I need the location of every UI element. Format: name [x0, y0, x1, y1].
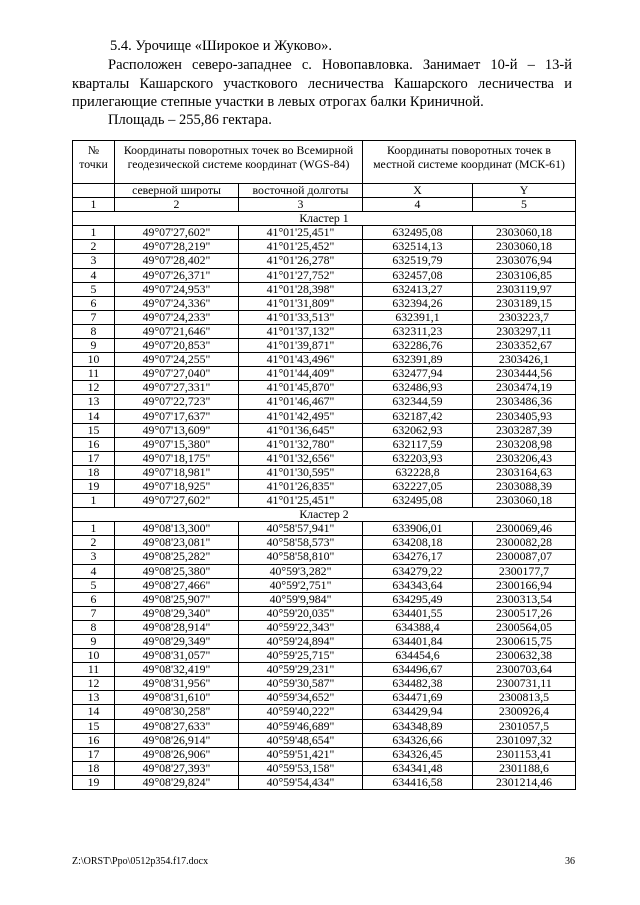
point-number-cell: 9 — [73, 635, 115, 649]
latitude-cell: 49°08'13,300" — [115, 522, 239, 536]
column-number: 1 — [73, 198, 115, 212]
point-number-cell: 6 — [73, 592, 115, 606]
latitude-cell: 49°07'20,853" — [115, 339, 239, 353]
x-cell: 634295,49 — [363, 592, 473, 606]
longitude-cell: 41°01'25,451" — [239, 494, 363, 508]
point-number-cell: 5 — [73, 578, 115, 592]
column-number: 2 — [115, 198, 239, 212]
table-row — [73, 240, 576, 254]
longitude-cell: 41°01'36,645" — [239, 423, 363, 437]
table-row — [73, 494, 576, 508]
table-row — [73, 324, 576, 338]
table-row — [73, 451, 576, 465]
x-cell: 634401,55 — [363, 606, 473, 620]
longitude-cell: 41°01'31,809" — [239, 296, 363, 310]
latitude-cell: 49°07'24,255" — [115, 353, 239, 367]
point-number-cell: 5 — [73, 282, 115, 296]
longitude-cell: 41°01'26,835" — [239, 479, 363, 493]
x-cell: 634482,38 — [363, 677, 473, 691]
y-cell: 2303119,97 — [473, 282, 576, 296]
latitude-cell: 49°08'26,914" — [115, 733, 239, 747]
x-cell: 632391,89 — [363, 353, 473, 367]
longitude-cell: 41°01'32,780" — [239, 437, 363, 451]
point-number-cell: 3 — [73, 550, 115, 564]
point-number-cell: 15 — [73, 423, 115, 437]
y-cell: 2303208,98 — [473, 437, 576, 451]
table-row — [73, 620, 576, 634]
longitude-cell: 40°58'58,810" — [239, 550, 363, 564]
point-number-cell: 11 — [73, 367, 115, 381]
x-cell: 632519,79 — [363, 254, 473, 268]
latitude-cell: 49°08'25,907" — [115, 592, 239, 606]
longitude-cell: 41°01'25,451" — [239, 226, 363, 240]
table-row — [73, 550, 576, 564]
latitude-cell: 49°07'24,336" — [115, 296, 239, 310]
latitude-cell: 49°07'26,371" — [115, 268, 239, 282]
longitude-cell: 40°59'53,158" — [239, 761, 363, 775]
table-row — [73, 677, 576, 691]
header-blank — [73, 184, 115, 198]
latitude-cell: 49°08'26,906" — [115, 747, 239, 761]
x-cell: 634326,66 — [363, 733, 473, 747]
point-number-cell: 9 — [73, 339, 115, 353]
x-cell: 632457,08 — [363, 268, 473, 282]
longitude-cell: 40°59'46,689" — [239, 719, 363, 733]
footer-file-path: Z:\ORST\Ppo\0512p354.f17.docx — [72, 856, 209, 867]
table-row — [73, 296, 576, 310]
subheader-x: X — [363, 184, 473, 198]
longitude-cell: 41°01'43,496" — [239, 353, 363, 367]
longitude-cell: 41°01'25,452" — [239, 240, 363, 254]
latitude-cell: 49°08'25,282" — [115, 550, 239, 564]
longitude-cell: 40°59'54,434" — [239, 775, 363, 789]
x-cell: 632514,13 — [363, 240, 473, 254]
header-point-number: № точки — [73, 141, 115, 184]
table-row — [73, 663, 576, 677]
cluster-title: Кластер 1 — [73, 212, 576, 226]
x-cell: 634496,67 — [363, 663, 473, 677]
y-cell: 2303352,67 — [473, 339, 576, 353]
longitude-cell: 40°58'58,573" — [239, 536, 363, 550]
y-cell: 2303223,7 — [473, 310, 576, 324]
point-number-cell: 8 — [73, 620, 115, 634]
x-cell: 634401,84 — [363, 635, 473, 649]
longitude-cell: 40°59'29,231" — [239, 663, 363, 677]
y-cell: 2303206,43 — [473, 451, 576, 465]
longitude-cell: 41°01'32,656" — [239, 451, 363, 465]
point-number-cell: 10 — [73, 353, 115, 367]
y-cell: 2300069,46 — [473, 522, 576, 536]
latitude-cell: 49°07'27,602" — [115, 494, 239, 508]
x-cell: 634343,64 — [363, 578, 473, 592]
latitude-cell: 49°07'22,723" — [115, 395, 239, 409]
latitude-cell: 49°08'29,349" — [115, 635, 239, 649]
point-number-cell: 14 — [73, 705, 115, 719]
point-number-cell: 16 — [73, 733, 115, 747]
y-cell: 2303076,94 — [473, 254, 576, 268]
x-cell: 632311,23 — [363, 324, 473, 338]
column-number: 4 — [363, 198, 473, 212]
table-row — [73, 479, 576, 493]
section-paragraph: Расположен северо-западнее с. Новопавловка. Занимает 10-й – 13-й кварталы Кашарского участкового лесничества Кашарского лесничества и прилегающие степные участки в левых отрогах балки Криничной. — [72, 57, 572, 110]
y-cell: 2300517,26 — [473, 606, 576, 620]
latitude-cell: 49°07'27,331" — [115, 381, 239, 395]
latitude-cell: 49°08'27,633" — [115, 719, 239, 733]
latitude-cell: 49°07'18,925" — [115, 479, 239, 493]
longitude-cell: 41°01'27,752" — [239, 268, 363, 282]
point-number-cell: 8 — [73, 324, 115, 338]
y-cell: 2303287,39 — [473, 423, 576, 437]
y-cell: 2300082,28 — [473, 536, 576, 550]
table-row — [73, 775, 576, 789]
y-cell: 2300087,07 — [473, 550, 576, 564]
longitude-cell: 41°01'46,467" — [239, 395, 363, 409]
x-cell: 633906,01 — [363, 522, 473, 536]
y-cell: 2301097,32 — [473, 733, 576, 747]
point-number-cell: 19 — [73, 775, 115, 789]
longitude-cell: 41°01'33,513" — [239, 310, 363, 324]
y-cell: 2303189,15 — [473, 296, 576, 310]
y-cell: 2303060,18 — [473, 240, 576, 254]
longitude-cell: 41°01'28,398" — [239, 282, 363, 296]
cluster-title: Кластер 2 — [73, 508, 576, 522]
latitude-cell: 49°07'18,981" — [115, 465, 239, 479]
table-row — [73, 747, 576, 761]
longitude-cell: 40°59'25,715" — [239, 649, 363, 663]
table-row — [73, 592, 576, 606]
table-row — [73, 606, 576, 620]
point-number-cell: 3 — [73, 254, 115, 268]
y-cell: 2303444,56 — [473, 367, 576, 381]
latitude-cell: 49°07'24,233" — [115, 310, 239, 324]
point-number-cell: 11 — [73, 663, 115, 677]
y-cell: 2300926,4 — [473, 705, 576, 719]
table-row — [73, 254, 576, 268]
point-number-cell: 12 — [73, 381, 115, 395]
point-number-cell: 18 — [73, 465, 115, 479]
table-row — [73, 282, 576, 296]
point-number-cell: 15 — [73, 719, 115, 733]
longitude-cell: 40°59'9,984" — [239, 592, 363, 606]
y-cell: 2300731,11 — [473, 677, 576, 691]
latitude-cell: 49°07'21,646" — [115, 324, 239, 338]
y-cell: 2300313,54 — [473, 592, 576, 606]
latitude-cell: 49°08'31,956" — [115, 677, 239, 691]
table-row — [73, 761, 576, 775]
point-number-cell: 7 — [73, 606, 115, 620]
x-cell: 632062,93 — [363, 423, 473, 437]
point-number-cell: 2 — [73, 536, 115, 550]
x-cell: 634279,22 — [363, 564, 473, 578]
y-cell: 2303088,39 — [473, 479, 576, 493]
point-number-cell: 4 — [73, 268, 115, 282]
table-row — [73, 381, 576, 395]
cluster-header-row — [73, 212, 576, 226]
longitude-cell: 40°59'24,894" — [239, 635, 363, 649]
table-row — [73, 578, 576, 592]
y-cell: 2303297,11 — [473, 324, 576, 338]
y-cell: 2303486,36 — [473, 395, 576, 409]
table-row — [73, 395, 576, 409]
table-row — [73, 423, 576, 437]
x-cell: 632486,93 — [363, 381, 473, 395]
subheader-y: Y — [473, 184, 576, 198]
latitude-cell: 49°07'13,609" — [115, 423, 239, 437]
latitude-cell: 49°08'31,057" — [115, 649, 239, 663]
longitude-cell: 40°59'2,751" — [239, 578, 363, 592]
header-wgs84: Координаты поворотных точек во Всемирной геодезической системе координат (WGS-84) — [115, 141, 363, 184]
x-cell: 634348,89 — [363, 719, 473, 733]
longitude-cell: 40°59'51,421" — [239, 747, 363, 761]
latitude-cell: 49°07'27,040" — [115, 367, 239, 381]
y-cell: 2303426,1 — [473, 353, 576, 367]
table-row — [73, 437, 576, 451]
x-cell: 634341,48 — [363, 761, 473, 775]
latitude-cell: 49°07'18,175" — [115, 451, 239, 465]
table-row — [73, 268, 576, 282]
point-number-cell: 17 — [73, 451, 115, 465]
latitude-cell: 49°08'25,380" — [115, 564, 239, 578]
y-cell: 2301057,5 — [473, 719, 576, 733]
x-cell: 634471,69 — [363, 691, 473, 705]
latitude-cell: 49°08'28,914" — [115, 620, 239, 634]
point-number-cell: 1 — [73, 522, 115, 536]
x-cell: 632117,59 — [363, 437, 473, 451]
longitude-cell: 41°01'26,278" — [239, 254, 363, 268]
x-cell: 632187,42 — [363, 409, 473, 423]
x-cell: 634326,45 — [363, 747, 473, 761]
longitude-cell: 40°58'57,941" — [239, 522, 363, 536]
latitude-cell: 49°07'28,402" — [115, 254, 239, 268]
coordinates-table-body — [73, 212, 576, 790]
latitude-cell: 49°08'27,393" — [115, 761, 239, 775]
point-number-cell: 14 — [73, 409, 115, 423]
x-cell: 632286,76 — [363, 339, 473, 353]
table-row — [73, 367, 576, 381]
longitude-cell: 41°01'30,595" — [239, 465, 363, 479]
longitude-cell: 40°59'40,222" — [239, 705, 363, 719]
y-cell: 2300177,7 — [473, 564, 576, 578]
longitude-cell: 41°01'37,132" — [239, 324, 363, 338]
longitude-cell: 41°01'44,409" — [239, 367, 363, 381]
x-cell: 632228,8 — [363, 465, 473, 479]
y-cell: 2303164,63 — [473, 465, 576, 479]
point-number-cell: 19 — [73, 479, 115, 493]
y-cell: 2303106,85 — [473, 268, 576, 282]
table-row — [73, 226, 576, 240]
x-cell: 632413,27 — [363, 282, 473, 296]
latitude-cell: 49°07'15,380" — [115, 437, 239, 451]
y-cell: 2303060,18 — [473, 226, 576, 240]
table-row — [73, 522, 576, 536]
table-row — [73, 339, 576, 353]
table-row — [73, 310, 576, 324]
table-row — [73, 353, 576, 367]
x-cell: 634208,18 — [363, 536, 473, 550]
latitude-cell: 49°08'32,419" — [115, 663, 239, 677]
longitude-cell: 40°59'30,587" — [239, 677, 363, 691]
x-cell: 632344,59 — [363, 395, 473, 409]
latitude-cell: 49°08'23,081" — [115, 536, 239, 550]
x-cell: 634416,58 — [363, 775, 473, 789]
latitude-cell: 49°08'27,466" — [115, 578, 239, 592]
header-msk61: Координаты поворотных точек в местной системе координат (МСК-61) — [363, 141, 576, 184]
latitude-cell: 49°07'17,637" — [115, 409, 239, 423]
longitude-cell: 40°59'48,654" — [239, 733, 363, 747]
x-cell: 632391,1 — [363, 310, 473, 324]
longitude-cell: 41°01'45,870" — [239, 381, 363, 395]
table-row — [73, 733, 576, 747]
x-cell: 634388,4 — [363, 620, 473, 634]
x-cell: 632203,93 — [363, 451, 473, 465]
point-number-cell: 2 — [73, 240, 115, 254]
x-cell: 632394,26 — [363, 296, 473, 310]
longitude-cell: 40°59'3,282" — [239, 564, 363, 578]
point-number-cell: 1 — [73, 226, 115, 240]
section-heading: 5.4. Урочище «Широкое и Жуково». — [110, 38, 333, 54]
table-row — [73, 649, 576, 663]
subheader-latitude: северной широты — [115, 184, 239, 198]
x-cell: 632495,08 — [363, 494, 473, 508]
point-number-cell: 6 — [73, 296, 115, 310]
y-cell: 2300632,38 — [473, 649, 576, 663]
latitude-cell: 49°08'30,258" — [115, 705, 239, 719]
footer-page-number: 36 — [565, 856, 575, 867]
latitude-cell: 49°07'27,602" — [115, 226, 239, 240]
point-number-cell: 12 — [73, 677, 115, 691]
point-number-cell: 13 — [73, 395, 115, 409]
latitude-cell: 49°07'28,219" — [115, 240, 239, 254]
latitude-cell: 49°08'29,824" — [115, 775, 239, 789]
y-cell: 2303060,18 — [473, 494, 576, 508]
y-cell: 2300166,94 — [473, 578, 576, 592]
table-row — [73, 705, 576, 719]
area-statement: Площадь – 255,86 гектара. — [108, 112, 272, 128]
point-number-cell: 13 — [73, 691, 115, 705]
table-row — [73, 409, 576, 423]
y-cell: 2301153,41 — [473, 747, 576, 761]
point-number-cell: 1 — [73, 494, 115, 508]
coordinates-table — [72, 140, 576, 790]
longitude-cell: 40°59'34,652" — [239, 691, 363, 705]
longitude-cell: 41°01'39,871" — [239, 339, 363, 353]
point-number-cell: 7 — [73, 310, 115, 324]
table-row — [73, 691, 576, 705]
x-cell: 632477,94 — [363, 367, 473, 381]
latitude-cell: 49°08'29,340" — [115, 606, 239, 620]
y-cell: 2303474,19 — [473, 381, 576, 395]
latitude-cell: 49°07'24,953" — [115, 282, 239, 296]
x-cell: 634276,17 — [363, 550, 473, 564]
cluster-header-row — [73, 508, 576, 522]
x-cell: 634429,94 — [363, 705, 473, 719]
table-row — [73, 719, 576, 733]
table-row — [73, 564, 576, 578]
point-number-cell: 4 — [73, 564, 115, 578]
y-cell: 2300703,64 — [473, 663, 576, 677]
y-cell: 2303405,93 — [473, 409, 576, 423]
longitude-cell: 40°59'22,343" — [239, 620, 363, 634]
latitude-cell: 49°08'31,610" — [115, 691, 239, 705]
longitude-cell: 41°01'42,495" — [239, 409, 363, 423]
table-row — [73, 536, 576, 550]
x-cell: 632227,05 — [363, 479, 473, 493]
subheader-longitude: восточной долготы — [239, 184, 363, 198]
column-number: 5 — [473, 198, 576, 212]
point-number-cell: 17 — [73, 747, 115, 761]
y-cell: 2300813,5 — [473, 691, 576, 705]
column-number: 3 — [239, 198, 363, 212]
table-row — [73, 635, 576, 649]
table-row — [73, 465, 576, 479]
y-cell: 2301188,6 — [473, 761, 576, 775]
y-cell: 2300564,05 — [473, 620, 576, 634]
point-number-cell: 18 — [73, 761, 115, 775]
y-cell: 2300615,75 — [473, 635, 576, 649]
x-cell: 632495,08 — [363, 226, 473, 240]
longitude-cell: 40°59'20,035" — [239, 606, 363, 620]
x-cell: 634454,6 — [363, 649, 473, 663]
point-number-cell: 10 — [73, 649, 115, 663]
y-cell: 2301214,46 — [473, 775, 576, 789]
point-number-cell: 16 — [73, 437, 115, 451]
